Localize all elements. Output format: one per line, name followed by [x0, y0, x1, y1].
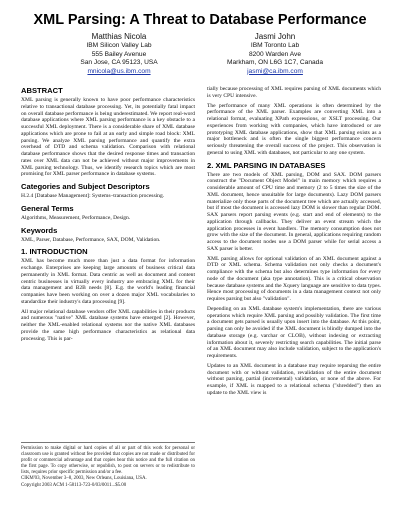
introduction-paragraph: All major relational database vendors offer XML capabilities in their products and numerous "native" XML database systems have emerged [2]. However, neither the XML-enabled relational systems nor the native XML databases provide the same high performance characteristics as relational data processing. This is par-: [21, 308, 195, 342]
author-email-link[interactable]: jasmi@ca.ibm.com: [247, 67, 303, 75]
abstract-text: XML parsing is generally known to have poor performance characteristics relative to transactional database processing. Yet, its potentially fatal impact on overall database performance is being underestimated. We report real-word database applications where XML parsing performance is a key obstacle to a successful XML deployment. There is a considerable share of XML database applications which are prone to fail at an early and simple road block: XML parsing. We analyze XML parsing performance and quantify the extra overhead of DTD and schema validation. Comparison with relational database performance shows that the desired response times and transaction rates over XML data can not be achieved without major improvements in XML parsing technology. Thus, we identify research topics which are most promising for XML parser performance in database systems.: [21, 97, 195, 178]
right-column: [207, 86, 381, 400]
body-paragraph: The performance of many XML operations is often determined by the performance of the XML parser. Examples are converting XML into a relational format, evaluating XPath expressions, or XSLT processing. Our experiences from working with companies, which have introduced or are prototyping XML database applications, show that XML parsing exists as a major bottleneck and is often the single biggest performance concern seriously threatening the overall success of the project. This observation is general to using XML with databases, not particular to any one system.: [207, 102, 381, 156]
author-address-line: 555 Bailey Avenue: [91, 50, 147, 58]
body-paragraph: Depending on an XML database system's implementation, there are various operations which require XML parsing and possibly validation. The first time a document gets parsed is usually upon insert into the database. At this point, parsing can only be avoided if the XML document is blindly dumped into the database storage (e.g. varchar or CLOB), without indexing or extracting information about it, severely restricting search capabilities. The initial parse of an XML document may also include validation, subject to the application's requirements.: [207, 305, 381, 359]
author-block-1: [44, 32, 194, 76]
body-paragraph: There are two models of XML parsing, DOM and SAX. DOM parsers construct the "Document Object Model" in main memory which requires a considerable amount of CPU time and memory (2 to 5 times the size of the XML document, hence unsuitable for large documents). Lazy DOM parsers materialize only those parts of the document tree which are actually accessed, but if most the document is accessed lazy DOM is slower than regular DOM. SAX parsers report parsing events (e.g. start and end of elements) to the application through callbacks. They deliver an event stream which the application processes in event handlers. The memory consumption does not grow with the size of the document. In general, applications requiring random access to the document nodes use a DOM parser while for serial access a SAX parser is better.: [207, 171, 381, 252]
keywords-text: XML, Parser, Database, Performance, SAX, DOM, Validation.: [21, 236, 161, 243]
author-address-line: San Jose, CA 95123, USA: [80, 59, 158, 67]
introduction-heading: 1. INTRODUCTION: [21, 247, 88, 257]
categories-heading: Categories and Subject Descriptors: [21, 182, 150, 191]
abstract-heading: ABSTRACT: [21, 86, 63, 95]
categories-text: H.2.4 [Database Management]: Systems–transaction processing.: [21, 193, 165, 199]
author-name: Jasmi John: [254, 32, 296, 41]
author-affiliation: IBM Toronto Lab: [250, 42, 300, 49]
footnote-line: Copyright 2003 ACM 1-58113-723-0/03/0011...$5.00: [21, 482, 127, 488]
general-terms-text: Algorithms, Measurement, Performance, Design.: [21, 214, 131, 221]
author-address-line: Markham, ON L6G 1C7, Canada: [226, 59, 324, 67]
footnote-line: Permission to make digital or hard copies of all or part of this work for personal or classroom use is granted without fee provided that copies are not made or distributed for profit or commercial advantage and that copies bear this notice and the full citation on the first page. To copy otherwise, or republish, to post on servers or to redistribute to lists, requires prior specific permission and/or a fee.: [21, 446, 195, 476]
footnote-line: CIKM'03, November 3–8, 2003, New Orleans, Louisiana, USA.: [21, 476, 147, 482]
author-affiliation: IBM Silicon Valley Lab: [86, 42, 152, 49]
paper-title: XML Parsing: A Threat to Database Performance: [33, 12, 367, 28]
author-name: Matthias Nicola: [91, 32, 147, 41]
body-paragraph: Updates to an XML document in a database may require reparsing the entire document with or without validation, revalidation of the entire document without parsing, partial (incremental) validation, or none of the above. For example, if XML is mapped to a relational schema ("shredded") then an update to the XML view is: [207, 362, 381, 396]
body-paragraph: XML parsing allows for optional validation of an XML document against a DTD or XML schema. Schema validation not only checks a document's compliance with the schema but also determines type information for every node of the document (aka type annotation). This is a critical observation because database systems and the Xquery language are sensitive to data types. Hence most processing of documents in a data management context not only requires parsing but also "validation".: [207, 255, 381, 302]
keywords-heading: Keywords: [21, 225, 58, 235]
general-terms-heading: General Terms: [21, 203, 74, 213]
left-column: [21, 86, 195, 345]
section-2-heading: 2. XML PARSING IN DATABASES: [207, 160, 326, 170]
body-paragraph: tially because processing of XML requires parsing of XML documents which is very CPU intensive.: [207, 86, 381, 99]
author-email-link[interactable]: mnicola@us.ibm.com: [87, 67, 151, 75]
introduction-paragraph: XML has become much more than just a data format for information exchange. Enterprises are keeping large amounts of business critical data permanently in XML format. Data centric as well as document and content centric businesses in virtually every industry are embracing XML for their data management and B2B needs [8]. E.g. the world's leading financial companies have been working on over a dozen major XML vocabularies to standardize their industry's data processing [9].: [21, 258, 195, 305]
copyright-footnote: [21, 442, 195, 489]
author-address-line: 8200 Warden Ave: [248, 50, 302, 58]
author-block-2: [200, 32, 350, 76]
